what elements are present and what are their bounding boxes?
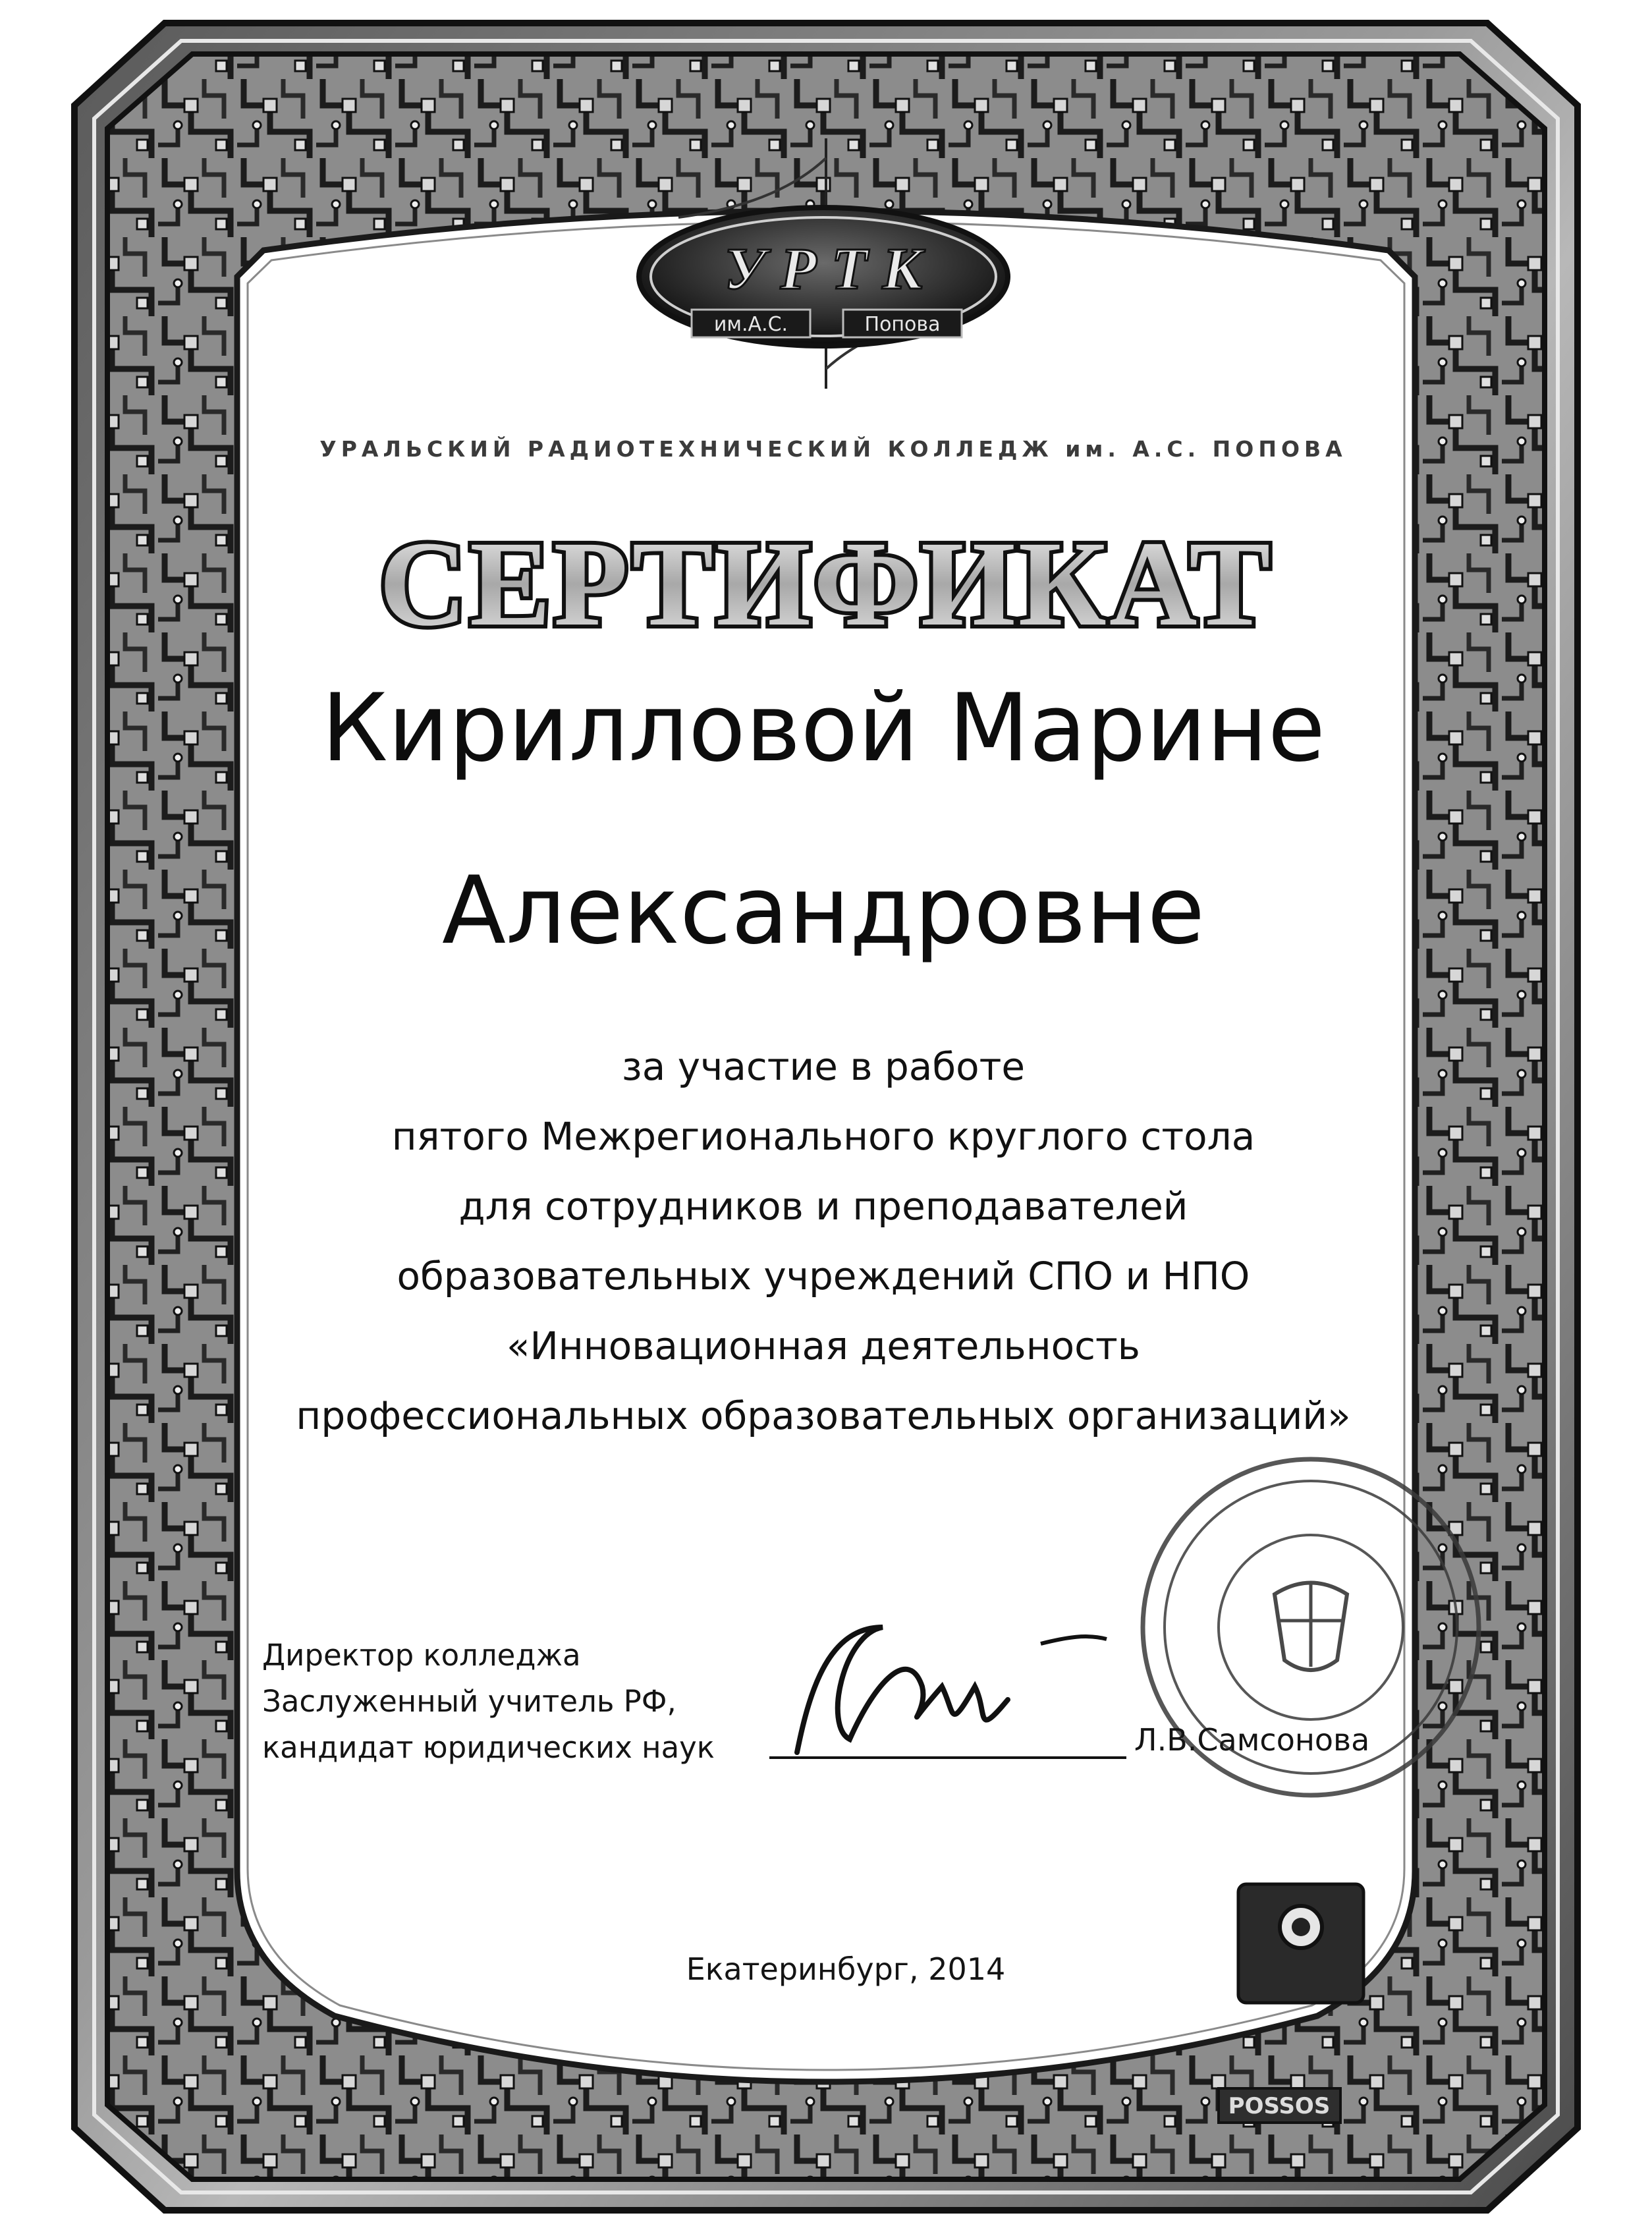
signer-name: Л.В.Самсонова [1134, 1722, 1370, 1758]
logo-sub-right: Попова [864, 313, 941, 336]
body-line: для сотрудников и преподавателей [458, 1184, 1188, 1229]
logo-abbreviation: У Р Т К [724, 237, 923, 302]
signer-position-line1: Директор колледжа [262, 1638, 581, 1673]
signer-position-line3: кандидат юридических наук [262, 1730, 715, 1765]
body-line: образовательных учреждений СПО и НПО [397, 1254, 1250, 1298]
recipient-surname-name: Кирилловой Марине [321, 674, 1326, 783]
body-line: за участие в работе [621, 1044, 1026, 1089]
body-line: пятого Межрегионального круглого стола [391, 1114, 1255, 1159]
recipient-patronymic: Александровне [441, 856, 1205, 965]
body-line: профессиональных образовательных организаций» [296, 1393, 1351, 1438]
chip-label: РОSSOS [1228, 2093, 1331, 2119]
signer-position-line2: Заслуженный учитель РФ, [262, 1684, 676, 1719]
college-name: УРАЛЬСКИЙ РАДИОТЕХНИЧЕСКИЙ КОЛЛЕДЖ им. А.С. ПОПОВА [319, 436, 1347, 462]
logo-sub-left: им.А.С. [713, 313, 788, 336]
body-line: «Инновационная деятельность [507, 1324, 1140, 1368]
certificate-title: СЕРТИФИКАТ [379, 516, 1273, 652]
place-and-date: Екатеринбург, 2014 [686, 1951, 1006, 1987]
